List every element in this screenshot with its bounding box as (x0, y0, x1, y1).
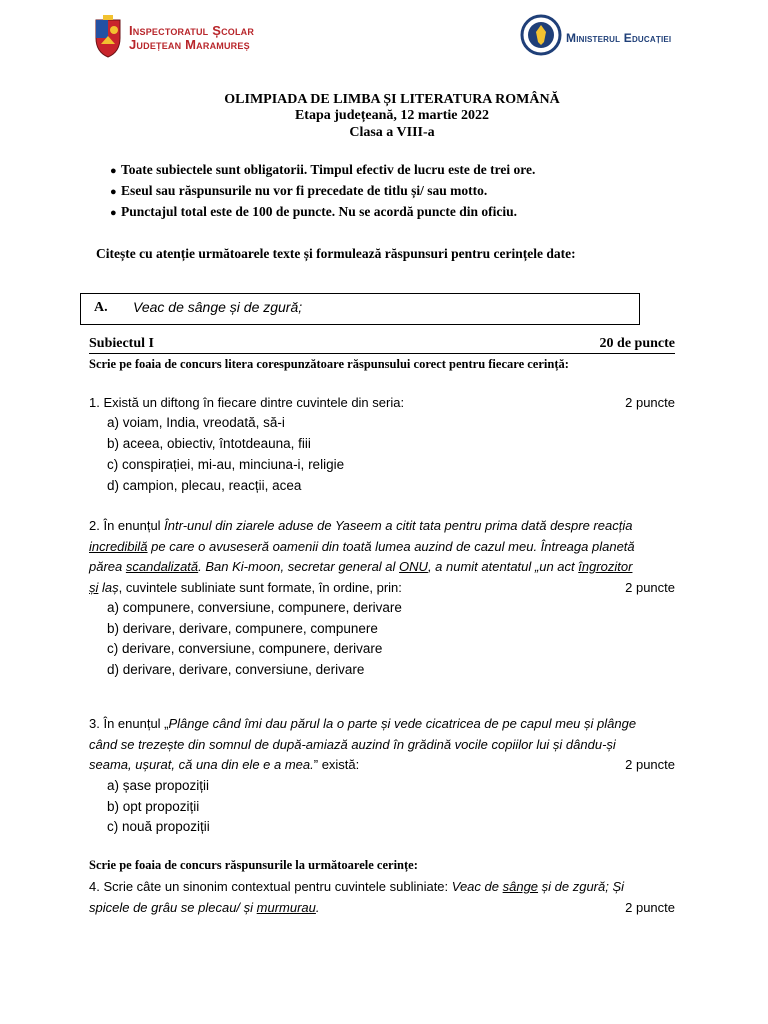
question-1-points: 2 puncte (625, 395, 675, 410)
question-2-quote: părea (89, 559, 126, 574)
underlined-word: scandalizată (125, 559, 199, 574)
question-3-intro: 3. În enunțul „ (89, 716, 169, 731)
underlined-word: și (89, 579, 99, 595)
rule-item (110, 202, 535, 223)
question-4-line2 (89, 898, 675, 919)
section-2-instruction: Scrie pe foaia de concurs răspunsurile la următoarele cerințe: (89, 858, 418, 872)
question-2-intro: 2. În enunțul (89, 518, 165, 533)
q1-option-d: d) campion, plecau, reacții, acea (107, 478, 302, 493)
question-3-line2 (89, 735, 675, 756)
question-3-points: 2 puncte (625, 757, 675, 772)
question-2-prompt: , cuvintele subliniate sunt formate, în ordine, prin: (118, 579, 402, 595)
rule-text: Eseul sau răspunsurile nu vor fi precedate de titlu și/ sau motto. (121, 183, 488, 198)
text-a-box (80, 293, 640, 325)
question-4-quote: spicele de grâu se plecau/ și (89, 899, 257, 915)
question-3 (89, 714, 675, 776)
isj-line1: Inspectoratul Școlar (129, 23, 255, 38)
rule-item (110, 160, 535, 181)
question-4-quote: și de zgură; Și (538, 879, 625, 894)
q3-option-b: b) opt propoziții (107, 799, 200, 814)
bullet-icon: ● (110, 207, 117, 219)
question-4-quote: . (315, 899, 320, 915)
question-2-quote: laș (98, 579, 119, 595)
question-4 (89, 877, 675, 918)
question-2-line1 (89, 516, 675, 537)
class-level: Clasa a VIII-a (349, 125, 435, 140)
question-2-points: 2 puncte (625, 579, 675, 595)
rules-list (110, 160, 535, 223)
ministry-seal-icon (520, 14, 562, 56)
q2-option-d: d) derivare, derivare, conversiune, derivare (107, 662, 365, 677)
subject-name: Subiectul I (89, 336, 154, 351)
question-4-points: 2 puncte (625, 899, 675, 915)
rule-text: Toate subiectele sunt obligatorii. Timpul efectiv de lucru este de trei ore. (121, 162, 536, 177)
ministry-name: Ministerul Educației (566, 31, 672, 45)
subject-instruction: Scrie pe foaia de concurs litera corespunzătoare răspunsului corect pentru fiecare cerință: (89, 357, 569, 371)
bullet-icon: ● (110, 186, 117, 198)
question-4-quote: Veac de (451, 879, 503, 894)
underlined-word: îngrozitor (578, 559, 633, 574)
coat-of-arms-icon (93, 14, 123, 58)
question-2-line2 (89, 537, 675, 558)
stage-date: Etapa județeană, 12 martie 2022 (294, 108, 490, 123)
question-2-quote: . Ban Ki-moon, secretar general al (198, 559, 400, 574)
underlined-word: ONU (399, 559, 428, 574)
question-2-line3 (89, 557, 675, 578)
underlined-word: sânge (502, 879, 539, 894)
question-2-line4 (89, 578, 675, 599)
q2-option-a: a) compunere, conversiune, compunere, derivare (107, 600, 402, 615)
question-3-quote: seama, ușurat, că una din ele e a mea. (89, 757, 314, 772)
question-1-text: 1. Există un diftong în fiecare dintre cuvintele din seria: (89, 395, 405, 410)
text-a-content: Veac de sânge și de zgură; (133, 299, 303, 315)
question-4-intro: 4. Scrie câte un sinonim contextual pentru cuvintele subliniate: (89, 879, 452, 894)
question-3-line1 (89, 714, 675, 735)
question-3-line3 (89, 755, 675, 776)
q1-option-c: c) conspirației, mi-au, minciuna-i, religie (107, 457, 345, 472)
rule-text: Punctajul total este de 100 de puncte. Nu se acordă puncte din oficiu. (121, 204, 517, 219)
isj-line2: Județean Maramureș (129, 37, 250, 52)
olympiad-title: OLIMPIADA DE LIMBA ȘI LITERATURA ROMÂNĂ (224, 92, 560, 107)
question-2 (89, 516, 675, 598)
subject-header (89, 336, 675, 354)
subject-points: 20 de puncte (599, 336, 675, 351)
q1-option-b: b) aceea, obiectiv, întotdeauna, fiii (107, 436, 311, 451)
underlined-word: incredibilă (89, 538, 148, 554)
question-1 (89, 393, 675, 414)
rule-item (110, 181, 535, 202)
q2-option-b: b) derivare, derivare, compunere, compunere (107, 621, 378, 636)
isj-name (129, 24, 254, 52)
q3-option-a: a) șase propoziții (107, 778, 210, 793)
q3-option-c: c) nouă propoziții (107, 819, 210, 834)
bullet-icon: ● (110, 165, 117, 177)
question-3-quote: Plânge când îmi dau părul la o parte și vede cicatricea de pe capul meu și plânge (168, 716, 637, 731)
question-3-prompt: ” există: (313, 757, 360, 772)
underlined-word: murmurau (256, 899, 316, 915)
question-3-quote: când se trezește din somnul de după-amiază auzind în grădină vocile copiilor lui și dându-și (89, 736, 616, 752)
question-2-quote: Într-unul din ziarele aduse de Yaseem a citit tata pentru prima dată despre reacția (164, 518, 633, 533)
question-2-quote: pe care o avuseseră oamenii din toată lumea auzind de cazul meu. Întreaga planetă (147, 538, 635, 554)
reading-instruction: Citește cu atenție următoarele texte și formulează răspunsuri pentru cerințele date: (96, 246, 576, 261)
q1-option-a: a) voiam, India, vreodată, să-i (107, 415, 285, 430)
q2-option-c: c) derivare, conversiune, compunere, derivare (107, 641, 383, 656)
question-4-line1 (89, 877, 675, 898)
text-a-label: A. (94, 300, 108, 315)
question-2-quote: , a numit atentatul „un act (427, 559, 579, 574)
